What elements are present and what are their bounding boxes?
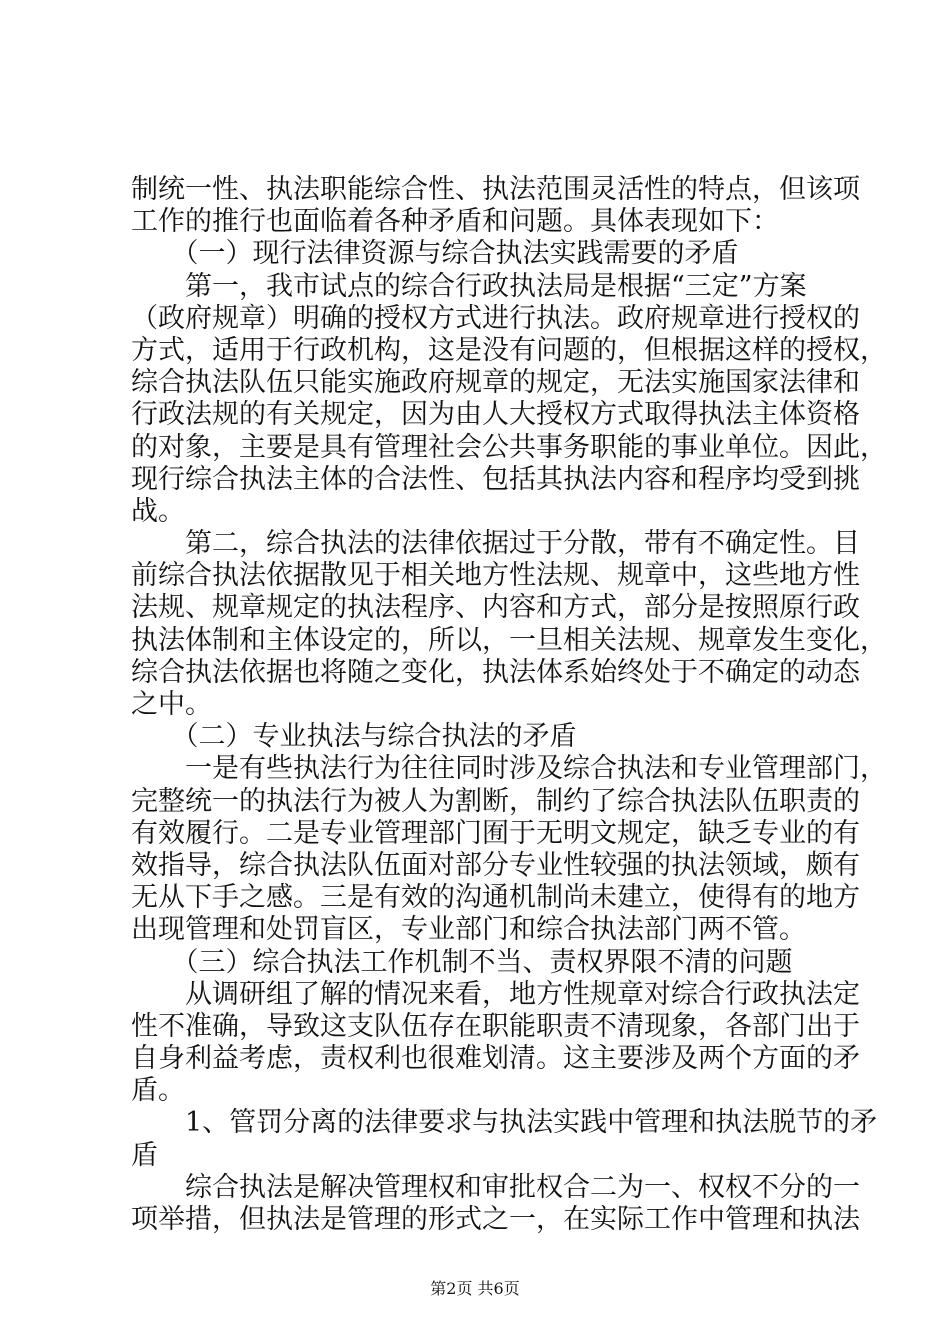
text-line: 效指导，综合执法队伍面对部分专业性较强的执法领域，颇有 [131,849,860,881]
section-heading: （二）专业执法与综合执法的矛盾 [131,721,577,753]
text-line: 前综合执法依据散见于相关地方性法规、规章中，这些地方性 [131,560,860,592]
text-line: （政府规章）明确的授权方式进行执法。政府规章进行授权的 [131,302,860,334]
text-line: 自身利益考虑，责权利也很难划清。这主要涉及两个方面的矛 [131,1043,860,1075]
subsection-heading: 1、管罚分离的法律要求与执法实践中管理和执法脱节的矛 [131,1107,878,1139]
text-line: 有效履行。二是专业管理部门囿于无明文规定，缺乏专业的有 [131,817,860,849]
text-line: 执法体制和主体设定的，所以，一旦相关法规、规章发生变化， [131,624,887,656]
text-line: 行政法规的有关规定，因为由人大授权方式取得执法主体资格 [131,399,860,431]
text-line: 现行综合执法主体的合法性、包括其执法内容和程序均受到挑 [131,463,860,495]
section-heading: （三）综合执法工作机制不当、责权界限不清的问题 [131,946,793,978]
text-line: 综合执法是解决管理权和审批权合二为一、权权不分的一 [131,1171,860,1203]
subsection-heading: 盾 [131,1139,158,1171]
text-line: 综合执法依据也将随之变化，执法体系始终处于不确定的动态 [131,656,860,688]
text-line: 第一，我市试点的综合行政执法局是根据“三定”方案 [131,270,807,302]
text-line: 盾。 [131,1075,185,1107]
text-line: 制统一性、执法职能综合性、执法范围灵活性的特点，但该项 [131,174,860,205]
text-line: 无从下手之感。三是有效的沟通机制尚未建立，使得有的地方 [131,882,860,914]
text-line: 工作的推行也面临着各种矛盾和问题。具体表现如下： [131,206,779,238]
text-line: 完整统一的执法行为被人为割断，制约了综合执法队伍职责的 [131,785,860,817]
text-line: 项举措，但执法是管理的形式之一，在实际工作中管理和执法 [131,1204,860,1235]
text-line: 方式，适用于行政机构，这是没有问题的，但根据这样的授权， [131,334,887,366]
text-line: 之中。 [131,689,212,720]
text-line: 出现管理和处罚盲区，专业部门和综合执法部门两不管。 [131,914,806,946]
text-line: 战。 [131,495,185,527]
text-line: 从调研组了解的情况来看，地方性规章对综合行政执法定 [131,978,860,1010]
text-line: 性不准确，导致这支队伍存在职能职责不清现象，各部门出于 [131,1010,860,1042]
page-number-footer: 第2页 共6页 [430,1279,520,1298]
section-heading: （一）现行法律资源与综合执法实践需要的矛盾 [131,238,739,270]
text-line: 的对象，主要是具有管理社会公共事务职能的事业单位。因此， [131,431,887,463]
text-line: 第二，综合执法的法律依据过于分散，带有不确定性。目 [131,528,860,560]
text-line: 综合执法队伍只能实施政府规章的规定，无法实施国家法律和 [131,367,860,399]
document-body [131,174,887,1236]
text-line: 一是有些执法行为往往同时涉及综合执法和专业管理部门， [131,753,887,785]
text-line: 法规、规章规定的执法程序、内容和方式，部分是按照原行政 [131,592,860,624]
